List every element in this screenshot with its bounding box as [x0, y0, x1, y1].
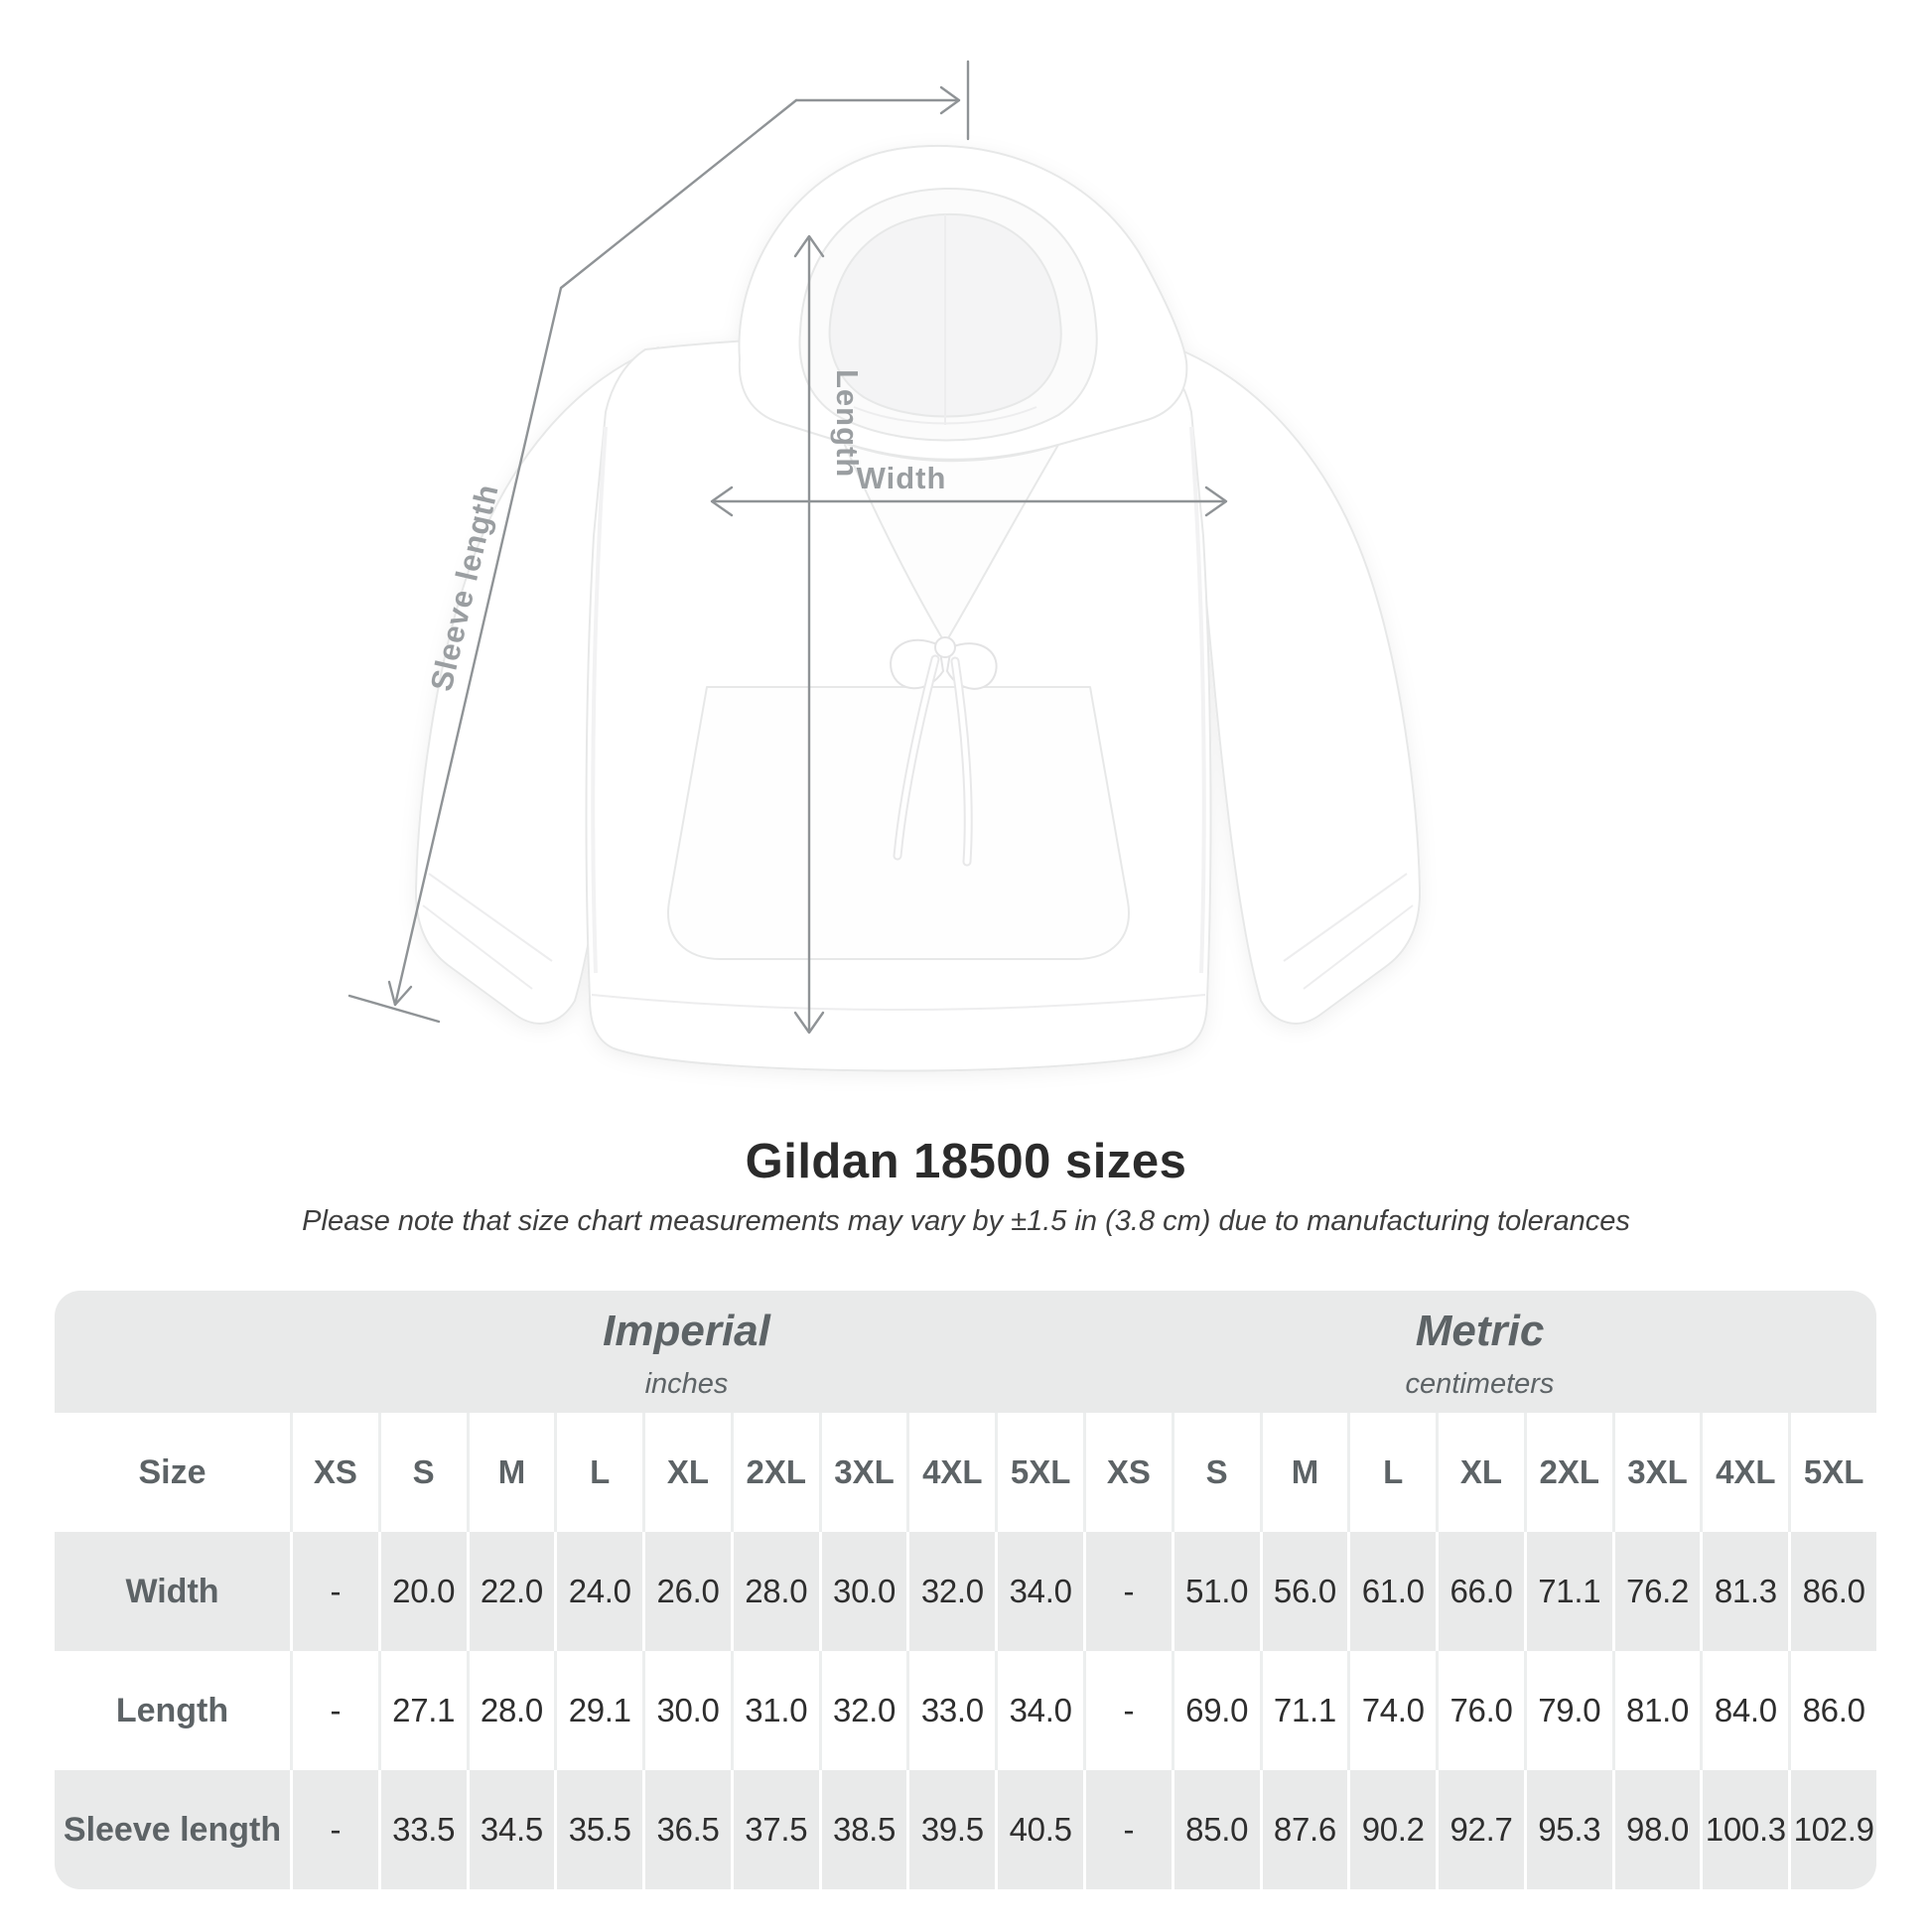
- size-col-imperial-4xl: 4XL: [906, 1413, 995, 1532]
- sleeve-imperial-2xl: 37.5: [731, 1770, 819, 1889]
- width-metric-xl: 66.0: [1436, 1532, 1524, 1651]
- size-col-imperial-xs: XS: [290, 1413, 378, 1532]
- sleeve-imperial-5xl: 40.5: [995, 1770, 1083, 1889]
- width-metric-3xl: 76.2: [1612, 1532, 1701, 1651]
- length-imperial-m: 28.0: [467, 1651, 555, 1770]
- width-imperial-xl: 26.0: [642, 1532, 731, 1651]
- sleeve-metric-xl: 92.7: [1436, 1770, 1524, 1889]
- width-imperial-4xl: 32.0: [906, 1532, 995, 1651]
- width-row: [55, 1532, 1876, 1651]
- length-metric-2xl: 79.0: [1524, 1651, 1612, 1770]
- length-imperial-s: 27.1: [378, 1651, 467, 1770]
- width-metric-2xl: 71.1: [1524, 1532, 1612, 1651]
- length-metric-xl: 76.0: [1436, 1651, 1524, 1770]
- width-label: Width: [856, 461, 947, 495]
- imperial-group-header: [290, 1291, 1083, 1413]
- length-metric-4xl: 84.0: [1700, 1651, 1788, 1770]
- width-metric-5xl: 86.0: [1788, 1532, 1876, 1651]
- size-col-metric-s: S: [1172, 1413, 1260, 1532]
- length-metric-s: 69.0: [1172, 1651, 1260, 1770]
- size-col-metric-xs: XS: [1083, 1413, 1172, 1532]
- size-col-imperial-xl: XL: [642, 1413, 731, 1532]
- imperial-title: Imperial: [603, 1307, 770, 1355]
- length-imperial-5xl: 34.0: [995, 1651, 1083, 1770]
- sleeve-metric-2xl: 95.3: [1524, 1770, 1612, 1889]
- length-metric-l: 74.0: [1347, 1651, 1436, 1770]
- hoodie-right-sleeve: [1174, 347, 1420, 1024]
- sleeve-metric-l: 90.2: [1347, 1770, 1436, 1889]
- length-metric-5xl: 86.0: [1788, 1651, 1876, 1770]
- size-col-metric-4xl: 4XL: [1700, 1413, 1788, 1532]
- sleeve-imperial-3xl: 38.5: [819, 1770, 907, 1889]
- sleeve-imperial-4xl: 39.5: [906, 1770, 995, 1889]
- width-imperial-xs: -: [290, 1532, 378, 1651]
- length-row: [55, 1651, 1876, 1770]
- metric-title: Metric: [1415, 1307, 1545, 1355]
- sleeve-metric-s: 85.0: [1172, 1770, 1260, 1889]
- sleeve-imperial-xs: -: [290, 1770, 378, 1889]
- size-chart-panel: [55, 1291, 1876, 1889]
- length-imperial-2xl: 31.0: [731, 1651, 819, 1770]
- length-metric-xs: -: [1083, 1651, 1172, 1770]
- length-row-label: Length: [115, 1691, 229, 1729]
- width-imperial-s: 20.0: [378, 1532, 467, 1651]
- drawstring-knot: [935, 637, 955, 657]
- sleeve-metric-m: 87.6: [1260, 1770, 1348, 1889]
- size-col-metric-2xl: 2XL: [1524, 1413, 1612, 1532]
- size-col-imperial-m: M: [467, 1413, 555, 1532]
- group-corner-cell: [55, 1291, 290, 1413]
- sleeve-imperial-xl: 36.5: [642, 1770, 731, 1889]
- width-metric-xs: -: [1083, 1532, 1172, 1651]
- sleeve-length-row-label: Sleeve length: [63, 1810, 282, 1849]
- sleeve-imperial-s: 33.5: [378, 1770, 467, 1889]
- size-col-metric-l: L: [1347, 1413, 1436, 1532]
- size-col-metric-m: M: [1260, 1413, 1348, 1532]
- tolerance-note: Please note that size chart measurements may vary by ±1.5 in (3.8 cm) due to manufacturing tolerances: [302, 1205, 1630, 1237]
- imperial-subtitle: inches: [644, 1368, 729, 1400]
- length-imperial-l: 29.1: [554, 1651, 642, 1770]
- width-imperial-l: 24.0: [554, 1532, 642, 1651]
- sleeve-metric-xs: -: [1083, 1770, 1172, 1889]
- length-imperial-xl: 30.0: [642, 1651, 731, 1770]
- sleeve-imperial-m: 34.5: [467, 1770, 555, 1889]
- width-imperial-m: 22.0: [467, 1532, 555, 1651]
- sleeve-length-label: Sleeve length: [423, 480, 505, 695]
- unit-group-row: [55, 1291, 1876, 1413]
- size-col-imperial-5xl: 5XL: [995, 1413, 1083, 1532]
- size-col-metric-xl: XL: [1436, 1413, 1524, 1532]
- size-header: Size: [138, 1452, 207, 1491]
- width-metric-s: 51.0: [1172, 1532, 1260, 1651]
- width-metric-l: 61.0: [1347, 1532, 1436, 1651]
- width-imperial-3xl: 30.0: [819, 1532, 907, 1651]
- sleeve-metric-5xl: 102.9: [1788, 1770, 1876, 1889]
- size-col-imperial-s: S: [378, 1413, 467, 1532]
- width-metric-4xl: 81.3: [1700, 1532, 1788, 1651]
- size-header-row: [55, 1413, 1876, 1532]
- sleeve-imperial-l: 35.5: [554, 1770, 642, 1889]
- sleeve-length-row: [55, 1770, 1876, 1889]
- size-col-imperial-l: L: [554, 1413, 642, 1532]
- sleeve-metric-3xl: 98.0: [1612, 1770, 1701, 1889]
- width-imperial-2xl: 28.0: [731, 1532, 819, 1651]
- metric-group-header: [1083, 1291, 1876, 1413]
- size-col-imperial-3xl: 3XL: [819, 1413, 907, 1532]
- page-title: Gildan 18500 sizes: [745, 1135, 1187, 1188]
- length-label: Length: [830, 369, 865, 479]
- length-imperial-3xl: 32.0: [819, 1651, 907, 1770]
- length-imperial-4xl: 33.0: [906, 1651, 995, 1770]
- width-metric-m: 56.0: [1260, 1532, 1348, 1651]
- width-row-label: Width: [125, 1572, 219, 1610]
- size-col-imperial-2xl: 2XL: [731, 1413, 819, 1532]
- size-col-metric-5xl: 5XL: [1788, 1413, 1876, 1532]
- size-col-metric-3xl: 3XL: [1612, 1413, 1701, 1532]
- metric-subtitle: centimeters: [1405, 1368, 1555, 1400]
- length-metric-m: 71.1: [1260, 1651, 1348, 1770]
- length-metric-3xl: 81.0: [1612, 1651, 1701, 1770]
- length-imperial-xs: -: [290, 1651, 378, 1770]
- sleeve-metric-4xl: 100.3: [1700, 1770, 1788, 1889]
- width-imperial-5xl: 34.0: [995, 1532, 1083, 1651]
